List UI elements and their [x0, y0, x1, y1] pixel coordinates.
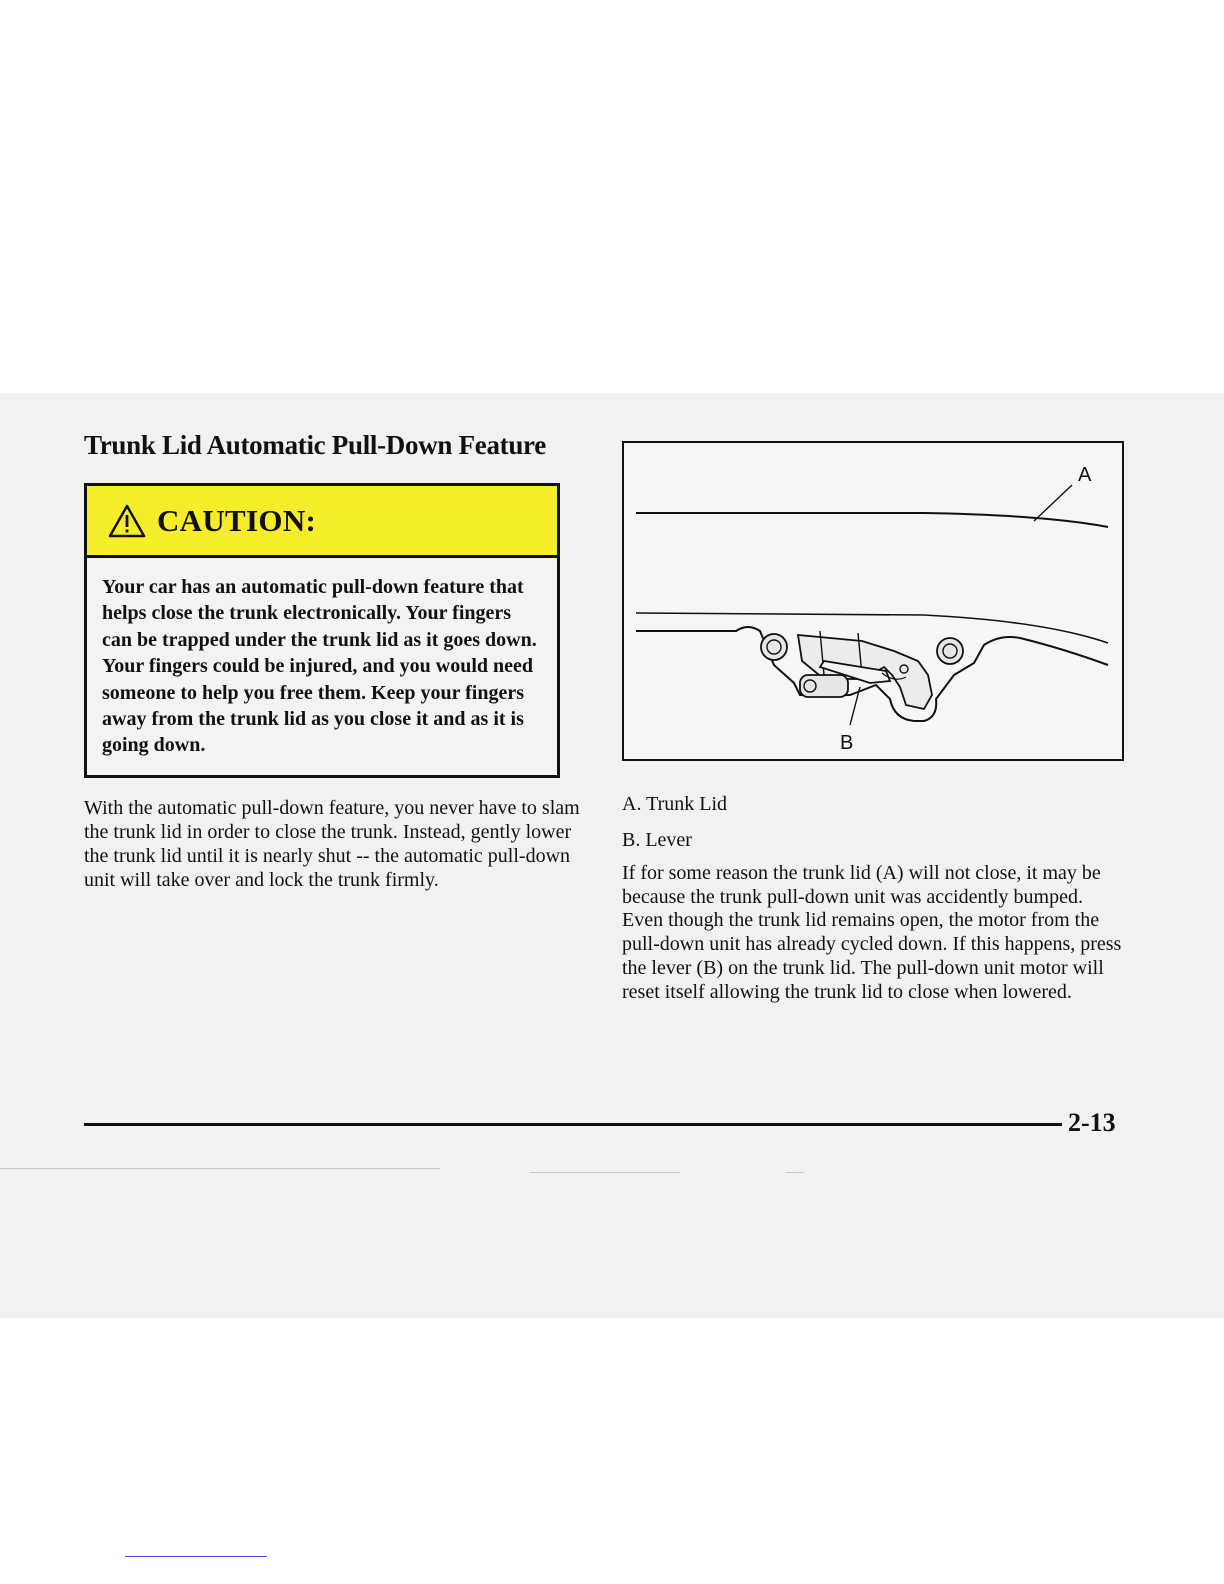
caution-text: Your car has an automatic pull-down feature that helps close the trunk electronically. Your fingers can be trapped under the trunk lid as it goes down. Your fingers could be injured, and you would need someone to help you free them. Keep your fingers away from the trunk lid as you close it and as it is going down.: [102, 576, 537, 757]
callout-b-label: B: [840, 732, 854, 754]
legend-item-trunk-lid: A. Trunk Lid: [622, 793, 728, 815]
scan-artifact-line: [786, 1172, 804, 1173]
trunk-lid-outline: [636, 613, 1108, 643]
scan-artifact-line: [530, 1172, 680, 1173]
scan-artifact-line: [125, 1556, 267, 1557]
trunk-lid-upper-edge: [636, 513, 1108, 527]
latch-roller: [800, 675, 848, 697]
trunk-latch-illustration: [622, 441, 1124, 761]
legend-item-lever: B. Lever: [622, 829, 692, 851]
reset-instructions: If for some reason the trunk lid (A) will not close, it may be because the trunk pull-down unit was accidently bumped. Even though the trunk lid remains open, the motor from the pull-down unit has already cycled down. If this happens, press the lever (B) on the trunk lid. The pull-down unit motor will reset itself allowing the trunk lid to close when lowered.: [622, 862, 1122, 1003]
warning-triangle-icon: [107, 503, 147, 539]
trunk-latch-drawing: [624, 443, 1122, 759]
caution-label: CAUTION:: [157, 502, 317, 538]
figure-legend: [622, 790, 727, 862]
footer-rule: [84, 1123, 1062, 1126]
callout-a-leader: [1034, 485, 1072, 521]
caution-header: [87, 486, 557, 558]
pull-down-description: With the automatic pull-down feature, you never have to slam the trunk lid in order to close the trunk. Instead, gently lower the trunk lid until it is nearly shut -- the automatic pull-down unit will take over and lock the trunk firmly.: [84, 797, 580, 891]
section-title: Trunk Lid Automatic Pull-Down Feature: [84, 430, 546, 460]
page-number: 2-13: [1068, 1108, 1116, 1137]
caution-box: [84, 483, 560, 778]
right-bolt: [937, 638, 963, 664]
callout-a-label: A: [1078, 464, 1092, 486]
left-bolt: [761, 634, 787, 660]
scan-artifact-line: [0, 1168, 440, 1169]
